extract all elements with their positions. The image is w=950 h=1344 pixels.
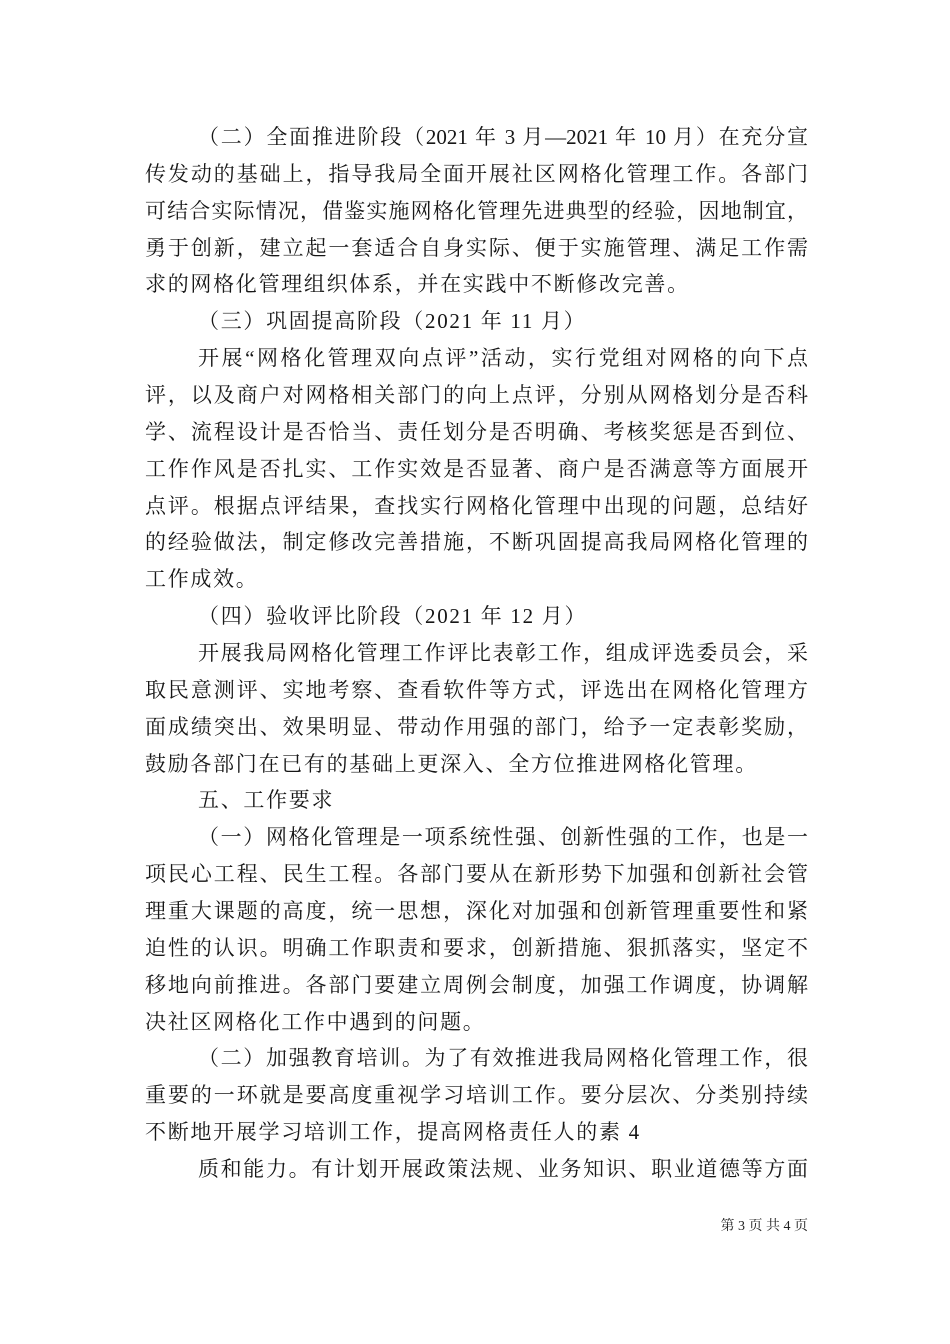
- heading-line: （三）巩固提高阶段（2021 年 11 月）: [198, 309, 587, 334]
- text-line: 质和能力。有计划开展政策法规、业务知识、职业道德等方面: [198, 1157, 808, 1182]
- text-line: 迫性的认识。明确工作职责和要求，创新措施、狠抓落实，坚定不: [145, 935, 808, 960]
- section-heading-work-requirements: [145, 782, 808, 819]
- text-line: 理重大课题的高度，统一思想，深化对加强和创新管理重要性和紧: [145, 899, 808, 924]
- text-line: 鼓励各部门在已有的基础上更深入、全方位推进网格化管理。: [145, 751, 758, 776]
- paragraph-requirement-one: [145, 819, 808, 1040]
- text-line: 的经验做法，制定修改完善措施，不断巩固提高我局网格化管理的: [145, 530, 808, 555]
- paragraph-requirement-two: [145, 1040, 808, 1151]
- text-line: 重要的一环就是要高度重视学习培训工作。要分层次、分类别持续: [145, 1083, 808, 1108]
- paragraph-continuation: [145, 1151, 808, 1188]
- text-line: 开展我局网格化管理工作评比表彰工作，组成评选委员会，采: [198, 641, 808, 666]
- text-line: （二）全面推进阶段（2021 年 3 月—2021 年 10 月）在充分宣: [198, 125, 808, 149]
- text-line: 学、流程设计是否恰当、责任划分是否明确、考核奖惩是否到位、: [145, 419, 808, 444]
- text-line: 不断地开展学习培训工作，提高网格责任人的素 4: [145, 1120, 641, 1145]
- section-heading-consolidation-stage: [145, 303, 808, 340]
- text-line: 点评。根据点评结果，查找实行网格化管理中出现的问题，总结好: [145, 493, 808, 518]
- text-line: 决社区网格化工作中遇到的问题。: [145, 1009, 486, 1034]
- text-line: 项民心工程、民生工程。各部门要从在新形势下加强和创新社会管: [145, 862, 808, 887]
- text-line: 求的网格化管理组织体系，并在实践中不断修改完善。: [145, 272, 690, 297]
- text-line: 勇于创新，建立起一套适合自身实际、便于实施管理、满足工作需: [145, 235, 808, 260]
- page-number-footer: 第 3 页 共 4 页: [720, 1219, 808, 1234]
- text-line: （二）加强教育培训。为了有效推进我局网格化管理工作，很: [198, 1046, 808, 1071]
- text-line: 传发动的基础上，指导我局全面开展社区网格化管理工作。各部门: [145, 161, 808, 186]
- text-line: 面成绩突出、效果明显、带动作用强的部门，给予一定表彰奖励，: [145, 714, 808, 739]
- heading-line: 五、工作要求: [198, 788, 335, 813]
- heading-line: （四）验收评比阶段（2021 年 12 月）: [198, 604, 588, 629]
- section-heading-acceptance-stage: [145, 598, 808, 635]
- text-line: 开展“网格化管理双向点评”活动，实行党组对网格的向下点: [198, 346, 808, 371]
- paragraph-two-way-review: [145, 340, 808, 598]
- text-line: 可结合实际情况，借鉴实施网格化管理先进典型的经验，因地制宜，: [145, 198, 808, 223]
- text-line: 工作成效。: [145, 567, 259, 592]
- paragraph-full-rollout-stage: [145, 119, 808, 303]
- document-body: [145, 119, 808, 1188]
- text-line: 工作作风是否扎实、工作实效是否显著、商户是否满意等方面展开: [145, 456, 808, 481]
- paragraph-evaluation-awards: [145, 635, 808, 782]
- text-line: 移地向前推进。各部门要建立周例会制度，加强工作调度，协调解: [145, 972, 808, 997]
- text-line: 取民意测评、实地考察、查看软件等方式，评选出在网格化管理方: [145, 677, 808, 702]
- text-line: 评，以及商户对网格相关部门的向上点评，分别从网格划分是否科: [145, 383, 808, 408]
- text-line: （一）网格化管理是一项系统性强、创新性强的工作，也是一: [198, 825, 808, 850]
